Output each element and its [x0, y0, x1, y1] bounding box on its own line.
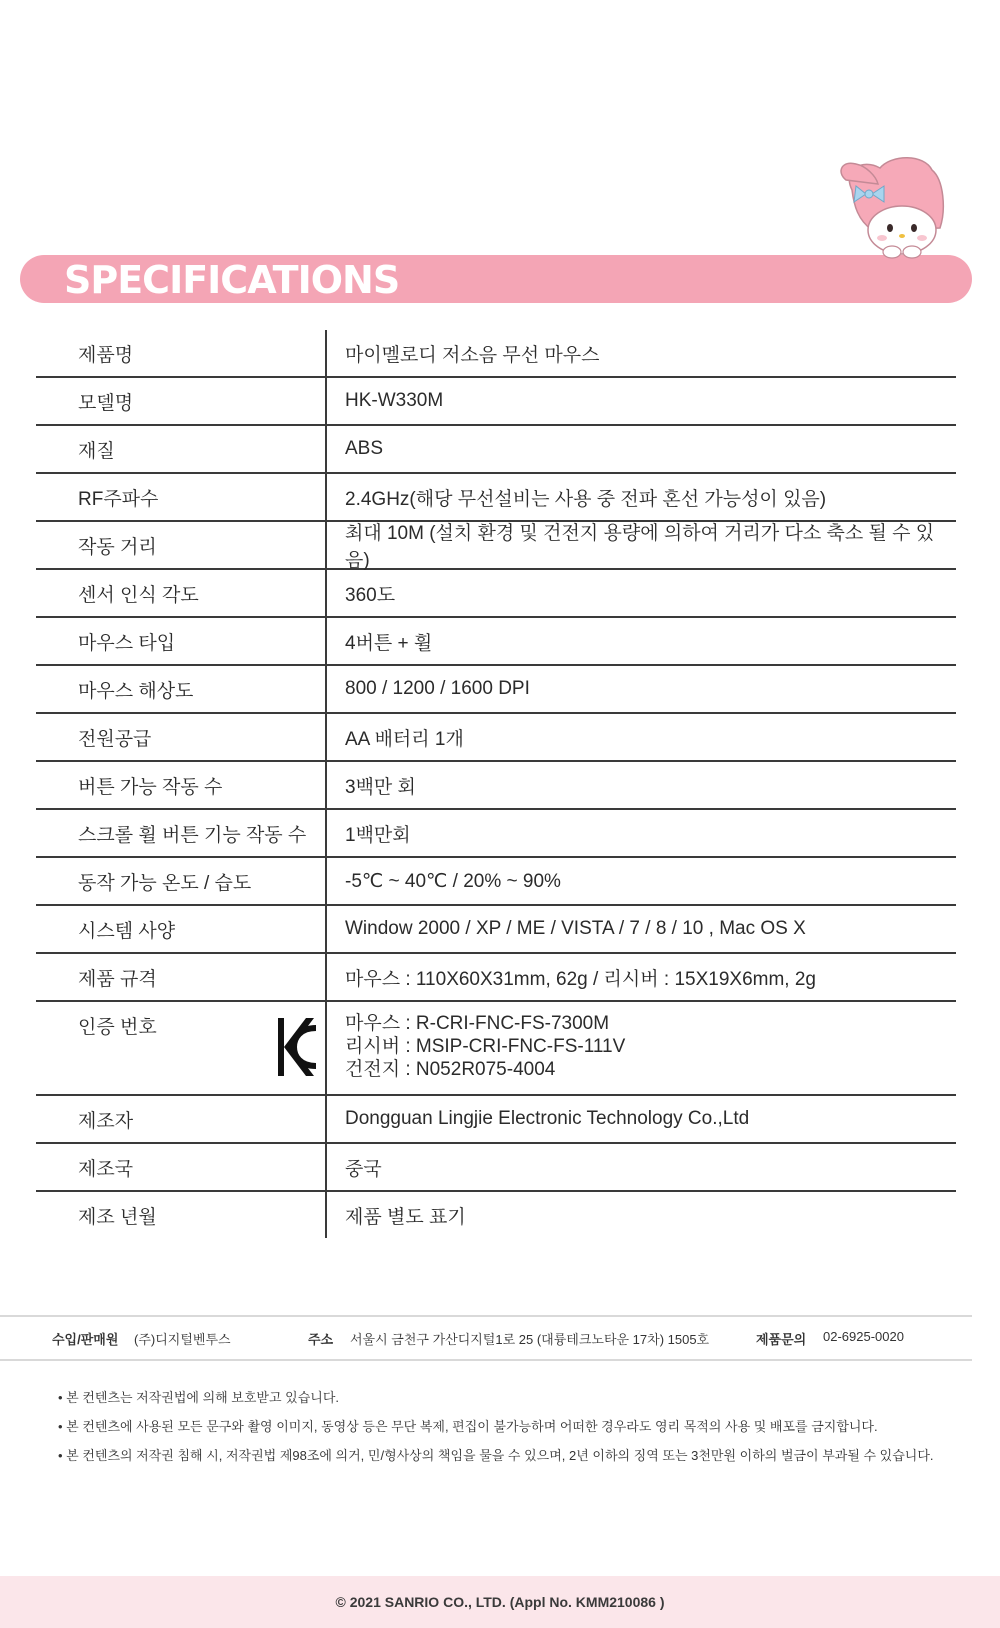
importer-label: 수입/판매원 — [52, 1332, 119, 1347]
spec-label: 제조국 — [78, 1158, 134, 1180]
table-row — [36, 473, 956, 521]
banner-title: SPECIFICATIONS — [64, 258, 400, 302]
spec-value: Window 2000 / XP / ME / VISTA / 7 / 8 / 10 , Mac OS X — [345, 918, 806, 939]
contact-value: 02-6925-0020 — [823, 1329, 904, 1344]
spec-value: 마우스 : 110X60X31mm, 62g / 리시버 : 15X19X6mm, 2g — [345, 968, 816, 990]
spec-value: HK-W330M — [345, 390, 444, 411]
address-value: 서울시 금천구 가산디지털1로 25 (대륭테크노타운 17차) 1505호 — [350, 1332, 710, 1347]
spec-label: 작동 거리 — [78, 536, 157, 558]
table-row — [36, 330, 956, 377]
table-row-certification — [36, 1001, 956, 1095]
importer-value: (주)디지털벤투스 — [134, 1332, 231, 1347]
spec-label: 제조 년월 — [78, 1206, 157, 1228]
spec-value: 2.4GHz(해당 무선설비는 사용 중 전파 혼선 가능성이 있음) — [345, 488, 827, 510]
certification-line-mouse: 마우스 : R-CRI-FNC-FS-7300M — [345, 1013, 610, 1034]
spec-value: 3백만 회 — [345, 776, 416, 798]
spec-value: -5℃ ~ 40℃ / 20% ~ 90% — [345, 870, 561, 892]
address-label: 주소 — [308, 1332, 334, 1347]
specifications-banner — [20, 255, 972, 303]
spec-label: 센서 인식 각도 — [78, 584, 199, 606]
spec-label: 시스템 사양 — [78, 920, 176, 942]
spec-label: 버튼 가능 작동 수 — [78, 776, 223, 798]
copyright-text: © 2021 SANRIO CO., LTD. (Appl No. KMM210086 ) — [335, 1594, 665, 1610]
table-row — [36, 905, 956, 953]
table-row — [36, 953, 956, 1001]
table-row — [36, 425, 956, 473]
table-row — [36, 1191, 956, 1238]
spec-label: 마우스 타입 — [78, 632, 176, 654]
table-row — [36, 665, 956, 713]
spec-value: AA 배터리 1개 — [345, 728, 464, 750]
table-row — [36, 857, 956, 905]
table-row — [36, 713, 956, 761]
spec-label: 인증 번호 — [78, 1017, 157, 1038]
spec-value: 제품 별도 표기 — [345, 1206, 466, 1228]
spec-value: 360도 — [345, 584, 396, 606]
my-melody-mascot-icon — [832, 150, 972, 270]
spec-value: 최대 10M (설치 환경 및 건전지 용량에 의하여 거리가 다소 축소 될 수 있음) — [345, 523, 935, 571]
spec-label: 제조자 — [78, 1110, 134, 1132]
notice-item: • 본 컨텐츠에 사용된 모든 문구와 촬영 이미지, 동영상 등은 무단 복제, 편집이 불가능하며 어떠한 경우라도 영리 목적의 사용 및 배포를 금지합니다. — [58, 1419, 878, 1434]
contact-label: 제품문의 — [756, 1332, 807, 1347]
spec-label: 제품명 — [78, 344, 134, 366]
spec-label: 전원공급 — [78, 728, 152, 750]
table-row — [36, 569, 956, 617]
table-row — [36, 809, 956, 857]
company-info-bar — [0, 1315, 972, 1361]
specifications-table — [36, 330, 956, 1238]
spec-label: 동작 가능 온도 / 습도 — [78, 872, 252, 894]
spec-value: 중국 — [345, 1158, 382, 1180]
copyright-bar — [0, 1576, 1000, 1628]
spec-label: 스크롤 휠 버튼 기능 작동 수 — [78, 824, 307, 846]
spec-label: RF주파수 — [78, 488, 159, 510]
table-row — [36, 617, 956, 665]
spec-label: 모델명 — [78, 392, 134, 414]
notice-item: • 본 컨텐츠의 저작권 침해 시, 저작권법 제98조에 의거, 민/형사상의 책임을 물을 수 있으며, 2년 이하의 징역 또는 3천만원 이하의 벌금이 부과될 수 있습니다. — [58, 1448, 934, 1463]
spec-value: 800 / 1200 / 1600 DPI — [345, 678, 530, 699]
table-row — [36, 521, 956, 569]
certification-line-battery: 건전지 : N052R075-4004 — [345, 1059, 556, 1080]
table-row — [36, 1095, 956, 1143]
table-row — [36, 761, 956, 809]
certification-line-receiver: 리시버 : MSIP-CRI-FNC-FS-111V — [345, 1036, 626, 1057]
notice-item: • 본 컨텐츠는 저작권법에 의해 보호받고 있습니다. — [58, 1390, 339, 1405]
spec-value: 4버튼 + 휠 — [345, 632, 433, 654]
spec-label: 재질 — [78, 440, 115, 462]
spec-label: 제품 규격 — [78, 968, 157, 990]
spec-value: 1백만회 — [345, 824, 411, 846]
table-row — [36, 377, 956, 425]
table-row — [36, 1143, 956, 1191]
spec-value: 마이멜로디 저소음 무선 마우스 — [345, 344, 600, 366]
kc-certification-icon — [276, 1016, 318, 1078]
copyright-notices — [58, 1388, 934, 1475]
spec-value: ABS — [345, 438, 384, 459]
spec-label: 마우스 해상도 — [78, 680, 194, 702]
spec-value: Dongguan Lingjie Electronic Technology Co.,Ltd — [345, 1108, 750, 1129]
